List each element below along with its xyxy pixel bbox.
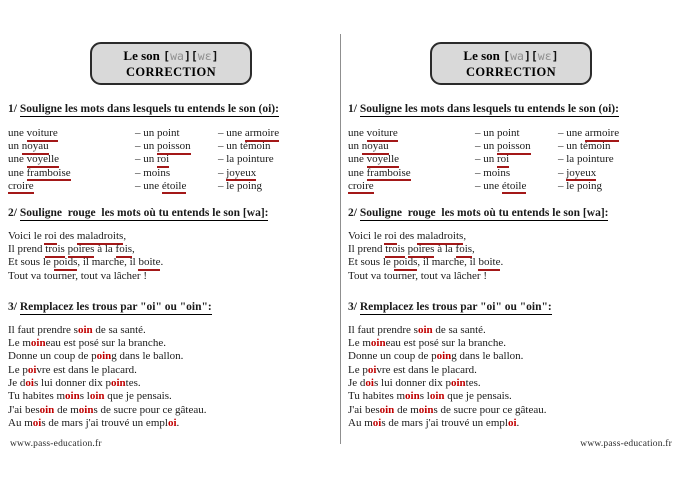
text-segment: des bbox=[396, 230, 417, 243]
lesson-title-line bbox=[436, 48, 586, 64]
text-segment: de sa santé. bbox=[92, 323, 146, 336]
answer-letters: oin bbox=[417, 323, 433, 336]
text-segment: vre est dans le placard. bbox=[36, 363, 137, 376]
text-segment: – une bbox=[218, 127, 245, 139]
exercise3-heading bbox=[348, 300, 674, 314]
underlined-word: trois bbox=[385, 243, 405, 258]
sentence-line bbox=[348, 377, 674, 390]
underlined-word: roi bbox=[384, 230, 396, 245]
underlined-word: maladroits bbox=[77, 230, 123, 245]
text-segment: Tu habites m bbox=[348, 390, 406, 403]
text-segment: Donne un coup de p bbox=[348, 350, 437, 363]
word-cell bbox=[348, 180, 475, 193]
sentence-line bbox=[348, 417, 674, 430]
underlined-word: voyelle bbox=[27, 153, 59, 168]
exercise1-number: 1/ bbox=[348, 103, 360, 115]
underlined-word: boite bbox=[478, 256, 500, 271]
bracket-glyph: ] bbox=[211, 49, 219, 63]
text-segment: – la bbox=[218, 153, 237, 166]
lesson-title-line bbox=[96, 48, 246, 64]
underlined-word: étoile bbox=[162, 180, 186, 195]
correction-label: CORRECTION bbox=[125, 65, 217, 79]
text-segment: – un bbox=[558, 140, 580, 153]
text-segment: s lui donner dix p bbox=[33, 377, 111, 390]
underlined-word: voiture bbox=[367, 127, 398, 142]
text-segment: s l bbox=[79, 390, 90, 403]
poem-line bbox=[348, 270, 674, 283]
exercise3-instruction: Remplacez les trous par "oi" ou "oin": bbox=[19, 300, 212, 313]
exercise3-instruction: Remplacez les trous par "oi" ou "oin": bbox=[359, 300, 552, 313]
text-segment: Au m bbox=[8, 416, 33, 429]
text-segment: une bbox=[348, 127, 367, 139]
word-cell bbox=[348, 153, 475, 166]
text-segment: à la bbox=[434, 243, 456, 256]
word-cell bbox=[558, 180, 674, 193]
word-row bbox=[8, 140, 334, 153]
answer-letters: oin bbox=[78, 403, 94, 416]
text-segment: , il marche, il bbox=[417, 256, 479, 269]
text-segment: Je d bbox=[348, 377, 366, 390]
exercise2-heading bbox=[348, 206, 674, 220]
underlined-word: fois bbox=[116, 243, 133, 258]
text-segment: poing bbox=[236, 179, 263, 192]
footer-url: www.pass-education.fr bbox=[10, 439, 102, 449]
text-segment: g dans le ballon. bbox=[451, 350, 524, 363]
text-segment: – une bbox=[475, 179, 502, 192]
text-segment: de sa santé. bbox=[432, 323, 486, 336]
text-segment: un bbox=[8, 140, 22, 153]
text-segment: – un bbox=[135, 153, 157, 166]
bracket-glyph: [ bbox=[503, 49, 511, 63]
answer-letters: oi bbox=[27, 363, 37, 376]
phonetic-letters: wɛ bbox=[537, 49, 552, 63]
answer-letters: oin bbox=[96, 350, 112, 363]
answer-letters: oin bbox=[418, 403, 434, 416]
text-segment: g dans le ballon. bbox=[111, 350, 184, 363]
exercise3-sentences bbox=[348, 324, 674, 430]
poem-line bbox=[348, 230, 674, 243]
exercise1-heading bbox=[348, 102, 674, 116]
word-cell bbox=[135, 127, 218, 140]
text-segment: Tout va tourner, tout va lâcher ! bbox=[8, 269, 147, 282]
exercise2-instruction: Souligne rouge les mots où tu entends le son [wa]: bbox=[359, 207, 609, 220]
sentence-line bbox=[8, 324, 334, 337]
sentence-line bbox=[8, 337, 334, 350]
word-row bbox=[348, 167, 674, 180]
word-cell bbox=[475, 180, 558, 193]
text-segment: poing bbox=[576, 179, 603, 192]
word-cell bbox=[8, 180, 135, 193]
text-segment: Donne un coup de p bbox=[8, 350, 97, 363]
word-row bbox=[8, 180, 334, 193]
text-segment: des bbox=[56, 230, 77, 243]
text-segment: J'ai bes bbox=[348, 403, 380, 416]
text-segment: Voici le bbox=[8, 230, 45, 243]
word-cell bbox=[218, 167, 334, 180]
text-segment: , bbox=[472, 243, 475, 256]
answer-letters: oi bbox=[507, 416, 517, 429]
column-divider bbox=[340, 34, 341, 444]
lesson-title: Le son bbox=[463, 48, 500, 63]
text-segment: s de sucre pour ce gâteau. bbox=[93, 403, 207, 416]
answer-letters: oi bbox=[365, 377, 374, 390]
text-segment: – un bbox=[475, 140, 497, 153]
word-cell bbox=[8, 140, 135, 153]
exercise3-number: 3/ bbox=[8, 300, 20, 313]
text-segment: Il prend bbox=[8, 243, 46, 256]
sentence-line bbox=[348, 324, 674, 337]
exercise1-instruction: Souligne les mots dans lesquels tu entends le son (oi): bbox=[359, 103, 619, 115]
text-segment: témoin bbox=[240, 140, 271, 153]
poem-line bbox=[8, 270, 334, 283]
text-segment: Et sous le bbox=[8, 256, 54, 269]
text-segment: Tout va tourner, tout va lâcher ! bbox=[348, 269, 487, 282]
poem-line bbox=[8, 256, 334, 269]
text-segment: Au m bbox=[348, 416, 373, 429]
word-cell bbox=[135, 153, 218, 166]
text-segment: une bbox=[348, 166, 367, 179]
underlined-word: poires bbox=[68, 243, 95, 258]
text-segment: – le bbox=[218, 179, 237, 192]
underlined-word: poires bbox=[408, 243, 435, 258]
bracket-glyph: ][ bbox=[183, 49, 198, 63]
underlined-word: noyau bbox=[22, 140, 49, 155]
worksheet-column-right bbox=[348, 0, 674, 480]
word-cell bbox=[348, 140, 475, 153]
text-segment: de m bbox=[394, 403, 419, 416]
text-segment: tes. bbox=[465, 377, 481, 390]
text-segment: une bbox=[8, 127, 27, 139]
word-cell bbox=[135, 140, 218, 153]
underlined-word: roi bbox=[44, 230, 56, 245]
sentence-line bbox=[348, 337, 674, 350]
underlined-word: poisson bbox=[157, 140, 191, 155]
text-segment: point bbox=[157, 127, 180, 139]
underlined-word: framboise bbox=[27, 167, 71, 182]
exercise2-poem bbox=[8, 230, 334, 283]
word-cell bbox=[135, 167, 218, 180]
text-segment: s de mars j'ai trouvé un empl bbox=[41, 416, 168, 429]
underlined-word: poids bbox=[54, 256, 78, 271]
title-box bbox=[90, 42, 252, 85]
sentence-line bbox=[8, 390, 334, 403]
underlined-word: roi bbox=[497, 153, 509, 168]
lesson-title: Le son bbox=[123, 48, 160, 63]
sentence-line bbox=[8, 364, 334, 377]
underlined-word: joyeux bbox=[566, 167, 596, 182]
answer-letters: oin bbox=[450, 377, 466, 390]
answer-letters: oin bbox=[110, 377, 126, 390]
underlined-word: roi bbox=[157, 153, 169, 168]
word-cell bbox=[475, 127, 558, 140]
exercise2-number: 2/ bbox=[8, 207, 20, 220]
sentence-line bbox=[348, 350, 674, 363]
underlined-word: fois bbox=[456, 243, 473, 258]
word-row bbox=[348, 180, 674, 193]
text-segment: eau est posé sur la branche. bbox=[385, 337, 506, 350]
text-segment: Et sous le bbox=[348, 256, 394, 269]
text-segment: – le bbox=[558, 179, 577, 192]
word-cell bbox=[475, 140, 558, 153]
title-box bbox=[430, 42, 592, 85]
answer-letters: oi bbox=[372, 416, 382, 429]
word-cell bbox=[348, 167, 475, 180]
sentence-line bbox=[8, 404, 334, 417]
underlined-word: maladroits bbox=[417, 230, 463, 245]
word-cell bbox=[558, 127, 674, 140]
text-segment: s l bbox=[419, 390, 430, 403]
poem-line bbox=[348, 243, 674, 256]
word-cell bbox=[135, 180, 218, 193]
underlined-word: trois bbox=[45, 243, 65, 258]
sentence-line bbox=[8, 377, 334, 390]
underlined-word: croire bbox=[8, 180, 34, 195]
text-segment: point bbox=[497, 127, 520, 139]
text-segment: – une bbox=[558, 127, 585, 139]
bracket-glyph: [ bbox=[163, 49, 171, 63]
poem-line bbox=[8, 230, 334, 243]
text-segment: , il marche, il bbox=[77, 256, 139, 269]
text-segment: eau est posé sur la branche. bbox=[45, 337, 166, 350]
text-segment: . bbox=[176, 416, 180, 429]
text-segment: Il prend bbox=[348, 243, 386, 256]
exercise2-number: 2/ bbox=[348, 207, 360, 220]
word-row bbox=[348, 127, 674, 140]
text-segment: – un bbox=[135, 127, 157, 139]
answer-letters: oin bbox=[77, 323, 93, 336]
answer-letters: oin bbox=[429, 390, 445, 403]
text-segment: , bbox=[132, 243, 135, 256]
exercise3-number: 3/ bbox=[348, 300, 360, 313]
underlined-word: armoire bbox=[245, 127, 279, 142]
sentence-line bbox=[348, 364, 674, 377]
word-cell bbox=[8, 127, 135, 140]
underlined-word: voiture bbox=[27, 127, 58, 142]
word-cell bbox=[558, 167, 674, 180]
answer-letters: oin bbox=[436, 350, 452, 363]
exercise2-heading bbox=[8, 206, 334, 220]
answer-letters: oin bbox=[65, 390, 80, 403]
word-cell bbox=[218, 127, 334, 140]
exercise3-sentences bbox=[8, 324, 334, 430]
word-cell bbox=[558, 140, 674, 153]
answer-letters: oi bbox=[32, 416, 42, 429]
text-segment: témoin bbox=[580, 140, 611, 153]
text-segment: moins bbox=[483, 166, 511, 179]
word-cell bbox=[558, 153, 674, 166]
text-segment: Il faut prendre s bbox=[8, 323, 78, 336]
answer-letters: oin bbox=[39, 403, 55, 416]
text-segment: Le p bbox=[348, 363, 368, 376]
text-segment: Le p bbox=[8, 363, 28, 376]
phonetic-letters: wa bbox=[510, 49, 524, 63]
word-cell bbox=[218, 140, 334, 153]
answer-letters: oin bbox=[30, 337, 46, 350]
exercise2-poem bbox=[348, 230, 674, 283]
underlined-word: voyelle bbox=[367, 153, 399, 168]
text-segment: moins bbox=[143, 166, 171, 179]
exercise1-heading bbox=[8, 102, 334, 116]
text-segment: J'ai bes bbox=[8, 403, 40, 416]
text-segment: – bbox=[135, 166, 144, 179]
phonetic-notation bbox=[503, 49, 558, 63]
underlined-word: poids bbox=[394, 256, 418, 271]
poem-line bbox=[8, 243, 334, 256]
text-segment: – un bbox=[475, 127, 497, 139]
word-cell bbox=[8, 153, 135, 166]
text-segment: Je d bbox=[8, 377, 26, 390]
word-row bbox=[348, 140, 674, 153]
text-segment: – bbox=[475, 166, 484, 179]
exercise3-heading bbox=[8, 300, 334, 314]
exercise1-number: 1/ bbox=[8, 103, 20, 115]
underlined-word: noyau bbox=[362, 140, 389, 155]
underlined-word: boite bbox=[138, 256, 160, 271]
text-segment: – un bbox=[475, 153, 497, 166]
exercise1-word-list bbox=[348, 127, 674, 193]
bracket-glyph: ] bbox=[551, 49, 559, 63]
text-segment: – bbox=[558, 166, 567, 179]
word-row bbox=[348, 153, 674, 166]
text-segment: tes. bbox=[125, 377, 141, 390]
underlined-word: poisson bbox=[497, 140, 531, 155]
answer-letters: oi bbox=[367, 363, 377, 376]
text-segment: – la bbox=[558, 153, 577, 166]
poem-line bbox=[348, 256, 674, 269]
text-segment: que je pensais. bbox=[444, 390, 512, 403]
answer-letters: oin bbox=[379, 403, 395, 416]
text-segment: Voici le bbox=[348, 230, 385, 243]
word-row bbox=[8, 127, 334, 140]
word-cell bbox=[475, 153, 558, 166]
word-cell bbox=[348, 127, 475, 140]
word-cell bbox=[218, 153, 334, 166]
text-segment: Il faut prendre s bbox=[348, 323, 418, 336]
text-segment: une bbox=[8, 153, 27, 166]
correction-label: CORRECTION bbox=[465, 65, 557, 79]
text-segment: Le m bbox=[348, 337, 371, 350]
underlined-word: armoire bbox=[585, 127, 619, 142]
underlined-word: joyeux bbox=[226, 167, 256, 182]
text-segment: . bbox=[160, 256, 164, 269]
word-row bbox=[8, 153, 334, 166]
text-segment: , bbox=[463, 230, 467, 243]
text-segment: une bbox=[348, 153, 367, 166]
phonetic-letters: wɛ bbox=[197, 49, 212, 63]
phonetic-letters: wa bbox=[170, 49, 184, 63]
underlined-word: framboise bbox=[367, 167, 411, 182]
text-segment: – un bbox=[218, 140, 240, 153]
phonetic-notation bbox=[163, 49, 218, 63]
worksheet-column-left bbox=[8, 0, 334, 480]
text-segment: pointure bbox=[576, 153, 614, 166]
text-segment: s de mars j'ai trouvé un empl bbox=[381, 416, 508, 429]
underlined-word: croire bbox=[348, 180, 374, 195]
text-segment: Le m bbox=[8, 337, 31, 350]
text-segment: s de sucre pour ce gâteau. bbox=[433, 403, 547, 416]
word-row bbox=[8, 167, 334, 180]
text-segment: s lui donner dix p bbox=[373, 377, 451, 390]
text-segment: , bbox=[123, 230, 127, 243]
text-segment: à la bbox=[94, 243, 116, 256]
underlined-word: étoile bbox=[502, 180, 526, 195]
sentence-line bbox=[8, 350, 334, 363]
bracket-glyph: ][ bbox=[523, 49, 538, 63]
text-segment: une bbox=[8, 166, 27, 179]
sentence-line bbox=[348, 390, 674, 403]
answer-letters: oin bbox=[89, 390, 105, 403]
text-segment: que je pensais. bbox=[104, 390, 172, 403]
text-segment: de m bbox=[54, 403, 79, 416]
text-segment: – un bbox=[135, 140, 157, 153]
sentence-line bbox=[8, 417, 334, 430]
sentence-line bbox=[348, 404, 674, 417]
answer-letters: oin bbox=[405, 390, 420, 403]
text-segment: vre est dans le placard. bbox=[376, 363, 477, 376]
footer-url: www.pass-education.fr bbox=[580, 439, 672, 449]
text-segment: . bbox=[516, 416, 520, 429]
word-cell bbox=[8, 167, 135, 180]
word-cell bbox=[218, 180, 334, 193]
text-segment: pointure bbox=[236, 153, 274, 166]
exercise2-instruction: Souligne rouge les mots où tu entends le son [wa]: bbox=[19, 207, 269, 220]
answer-letters: oi bbox=[167, 416, 177, 429]
text-segment: – une bbox=[135, 179, 162, 192]
exercise1-instruction: Souligne les mots dans lesquels tu entends le son (oi): bbox=[19, 103, 279, 115]
answer-letters: oi bbox=[25, 377, 34, 390]
text-segment: . bbox=[500, 256, 504, 269]
text-segment: Tu habites m bbox=[8, 390, 66, 403]
exercise1-word-list bbox=[8, 127, 334, 193]
word-cell bbox=[475, 167, 558, 180]
text-segment: – bbox=[218, 166, 227, 179]
text-segment: un bbox=[348, 140, 362, 153]
answer-letters: oin bbox=[370, 337, 386, 350]
